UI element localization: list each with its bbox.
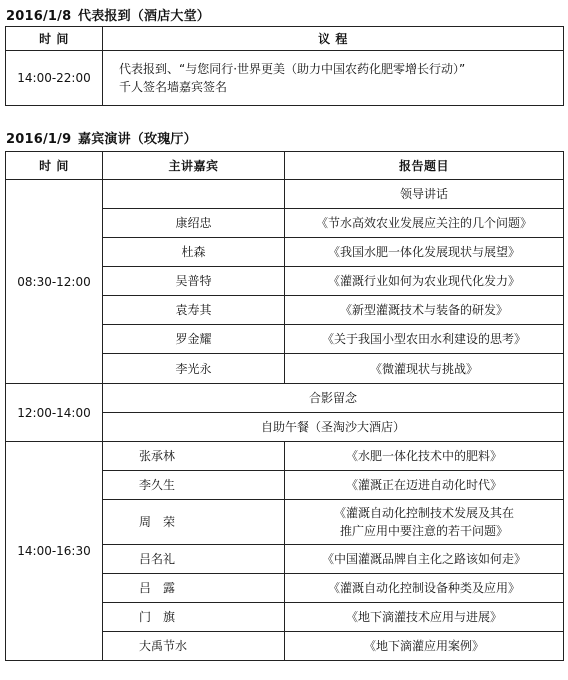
report-topic-line: 推广应用中要注意的若干问题》 [339, 524, 508, 538]
speaker-name: 李久生 [103, 471, 285, 500]
day1-heading [6, 5, 210, 24]
day2-header-time: 时 间 [6, 152, 103, 180]
speaker-name: 李光永 [103, 354, 285, 384]
speaker-name: 门 旗 [103, 603, 285, 632]
speaker-name: 袁寿其 [103, 296, 285, 325]
report-topic: 《水肥一体化技术中的肥料》 [285, 442, 564, 471]
speaker-name: 吕 露 [103, 574, 285, 603]
report-topic: 《灌溉自动化控制设备种类及应用》 [285, 574, 564, 603]
day1-date: 2016/1/8 [6, 9, 72, 24]
report-topic: 《灌溉正在迈进自动化时代》 [285, 471, 564, 500]
day1-header-agenda: 议 程 [103, 27, 564, 51]
day1-time: 14:00-22:00 [6, 51, 103, 106]
report-topic: 《地下滴灌技术应用与进展》 [285, 603, 564, 632]
noon-time: 12:00-14:00 [6, 384, 103, 442]
speaker-name: 罗金耀 [103, 325, 285, 354]
speaker-name [103, 180, 285, 209]
day2-title: 嘉宾演讲（玫瑰厅） [78, 132, 197, 147]
day2-date: 2016/1/9 [6, 132, 72, 147]
report-topic-line: 《灌溉自动化控制技术发展及其在 [333, 506, 514, 520]
report-topic: 《中国灌溉品牌自主化之路该如何走》 [285, 545, 564, 574]
report-topic: 领导讲话 [285, 180, 564, 209]
report-topic: 《节水高效农业发展应关注的几个问题》 [285, 209, 564, 238]
day2-header-topic: 报告题目 [285, 152, 564, 180]
afternoon-time: 14:00-16:30 [6, 442, 103, 661]
speaker-name: 吕名礼 [103, 545, 285, 574]
speaker-name: 周 荣 [103, 500, 285, 545]
noon-activity: 自助午餐（圣淘沙大酒店） [103, 413, 564, 442]
report-topic: 《灌溉行业如何为农业现代化发力》 [285, 267, 564, 296]
speaker-name: 张承林 [103, 442, 285, 471]
report-topic: 《地下滴灌应用案例》 [285, 632, 564, 661]
table-row [6, 180, 564, 209]
report-topic: 《微灌现状与挑战》 [285, 354, 564, 384]
day2-header-speaker: 主讲嘉宾 [103, 152, 285, 180]
table-row [6, 442, 564, 471]
day1-header-time: 时 间 [6, 27, 103, 51]
day1-title: 代表报到（酒店大堂） [78, 9, 211, 24]
day1-agenda-table [5, 26, 564, 106]
day2-heading [6, 128, 197, 147]
noon-activity: 合影留念 [103, 384, 564, 413]
speaker-name: 吴普特 [103, 267, 285, 296]
speaker-name: 大禹节水 [103, 632, 285, 661]
speaker-name: 康绍忠 [103, 209, 285, 238]
day2-agenda-table [5, 151, 564, 661]
table-row [6, 384, 564, 413]
morning-time: 08:30-12:00 [6, 180, 103, 384]
report-topic [285, 500, 564, 545]
report-topic: 《关于我国小型农田水利建设的思考》 [285, 325, 564, 354]
speaker-name: 杜森 [103, 238, 285, 267]
day1-agenda [103, 51, 564, 106]
day1-agenda-line: 代表报到、“与您同行·世界更美（助力中国农药化肥零增长行动）” [119, 62, 466, 76]
report-topic: 《新型灌溉技术与装备的研发》 [285, 296, 564, 325]
report-topic: 《我国水肥一体化发展现状与展望》 [285, 238, 564, 267]
day1-agenda-line: 千人签名墙嘉宾签名 [119, 80, 228, 94]
